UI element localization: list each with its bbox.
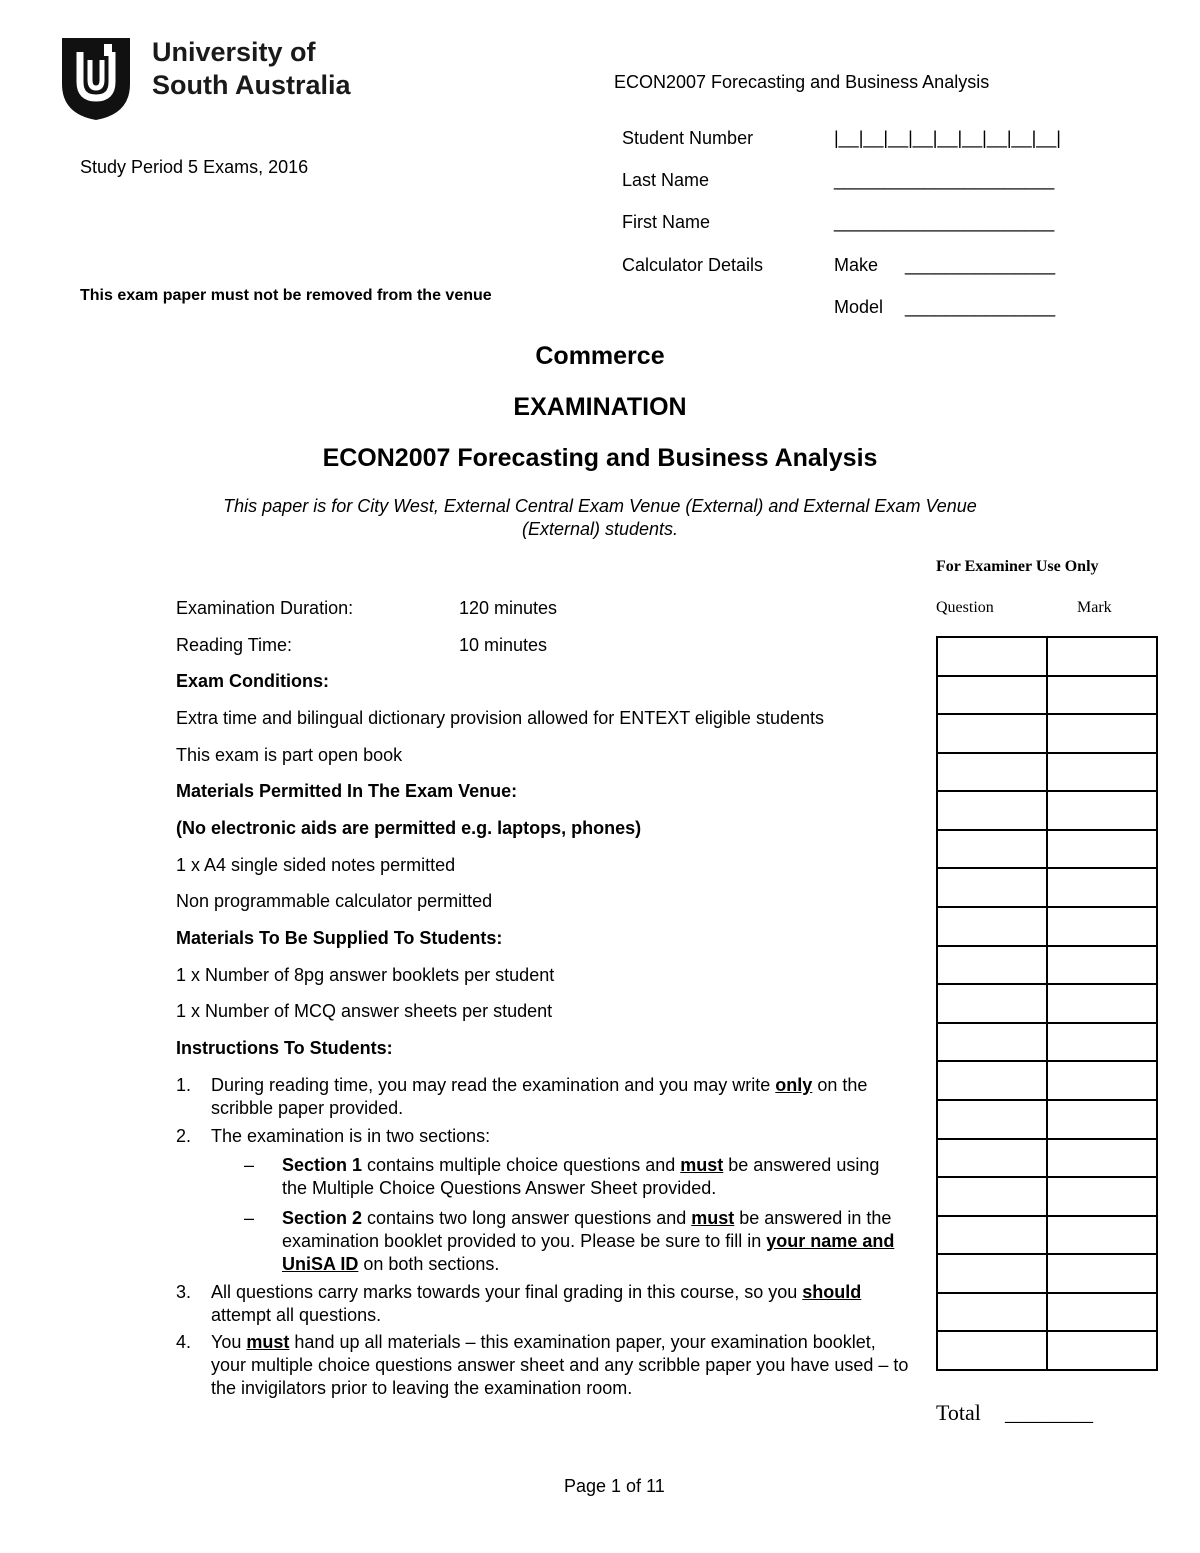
question-cell[interactable] [937, 1061, 1047, 1100]
exam-type-title: EXAMINATION [513, 393, 687, 421]
mark-cell[interactable] [1047, 1061, 1157, 1100]
mark-cell[interactable] [1047, 1100, 1157, 1139]
examiner-row [937, 830, 1157, 869]
total-label: Total [936, 1400, 981, 1425]
section-2-text-end: on both sections. [358, 1254, 500, 1274]
examiner-mark-table [936, 636, 1158, 1371]
instruction-number-3: 3. [176, 1282, 192, 1302]
permitted-2: Non programmable calculator permitted [176, 891, 493, 911]
university-name-line1: University of [152, 37, 316, 67]
examiner-row [937, 1254, 1157, 1293]
instruction-4 [211, 1331, 911, 1400]
mark-cell[interactable] [1047, 1254, 1157, 1293]
mark-cell[interactable] [1047, 676, 1157, 715]
section-1-dash: – [244, 1155, 255, 1175]
last-name-field[interactable]: ______________________ [834, 170, 1055, 190]
question-column-header: Question [936, 599, 994, 616]
section-2-dash: – [244, 1208, 255, 1228]
instruction-number-1: 1. [176, 1075, 192, 1095]
examiner-row [937, 1216, 1157, 1255]
examiner-row [937, 1139, 1157, 1178]
examiner-row [937, 1293, 1157, 1332]
question-cell[interactable] [937, 830, 1047, 869]
mark-cell[interactable] [1047, 637, 1157, 676]
mark-cell[interactable] [1047, 1216, 1157, 1255]
examiner-row [937, 714, 1157, 753]
instruction-4-text-end: hand up all materials – this examination paper, your examination booklet, your multiple choice questions answer sheet and any scribble paper you have used – to the invigilators prior to leaving the examination room. [211, 1332, 909, 1398]
section-1-emphasis: must [680, 1155, 724, 1175]
course-title: ECON2007 Forecasting and Business Analysis [322, 444, 878, 472]
student-number-field[interactable]: |__|__|__|__|__|__|__|__|__| [834, 128, 1061, 148]
instruction-3-emphasis: should [802, 1282, 862, 1302]
section-2-text: contains two long answer questions and [362, 1208, 692, 1228]
examiner-row [937, 984, 1157, 1023]
mark-cell[interactable] [1047, 1023, 1157, 1062]
reading-time-value: 10 minutes [459, 635, 548, 655]
question-cell[interactable] [937, 868, 1047, 907]
mark-cell[interactable] [1047, 907, 1157, 946]
instruction-number-2: 2. [176, 1126, 192, 1146]
instruction-1-emphasis: only [775, 1075, 813, 1095]
mark-cell[interactable] [1047, 1293, 1157, 1332]
section-1-label: Section 1 [282, 1155, 363, 1175]
question-cell[interactable] [937, 753, 1047, 792]
supplied-2: 1 x Number of MCQ answer sheets per student [176, 1001, 553, 1021]
section-1-text-end: be answered using the Multiple Choice Questions Answer Sheet provided. [282, 1155, 880, 1198]
question-cell[interactable] [937, 791, 1047, 830]
calculator-make-field[interactable]: _______________ [905, 255, 1056, 275]
calculator-details-label: Calculator Details [622, 255, 764, 275]
section-2-instruction [282, 1207, 902, 1276]
examiner-row [937, 1331, 1157, 1370]
instruction-3 [211, 1281, 911, 1327]
section-1-instruction [282, 1154, 902, 1200]
examiner-row [937, 1023, 1157, 1062]
examiner-row [937, 946, 1157, 985]
mark-cell[interactable] [1047, 753, 1157, 792]
mark-cell[interactable] [1047, 791, 1157, 830]
instruction-2: The examination is in two sections: [211, 1126, 491, 1146]
examiner-row [937, 1177, 1157, 1216]
question-cell[interactable] [937, 1331, 1047, 1370]
instruction-3-text-end: attempt all questions. [211, 1305, 382, 1325]
audience-line-2: (External) students. [521, 519, 679, 539]
section-1-text: contains multiple choice questions and [362, 1155, 681, 1175]
course-header: ECON2007 Forecasting and Business Analysis [614, 72, 990, 92]
examiner-row [937, 753, 1157, 792]
instruction-4-emphasis: must [246, 1332, 290, 1352]
duration-value: 120 minutes [459, 598, 558, 618]
examiner-row [937, 907, 1157, 946]
question-cell[interactable] [937, 907, 1047, 946]
question-cell[interactable] [937, 1139, 1047, 1178]
instruction-1-text-end: on the scribble paper provided. [211, 1075, 868, 1118]
instruction-4-text: You [211, 1332, 247, 1352]
mark-cell[interactable] [1047, 984, 1157, 1023]
question-cell[interactable] [937, 1023, 1047, 1062]
section-2-text-mid: be answered in the examination booklet provided to you. Please be sure to fill in [282, 1208, 892, 1251]
section-2-name-id-emphasis: your name and UniSA ID [282, 1231, 895, 1274]
university-shield-logo [60, 34, 132, 122]
section-2-emphasis: must [691, 1208, 735, 1228]
mark-cell[interactable] [1047, 1139, 1157, 1178]
mark-cell[interactable] [1047, 868, 1157, 907]
page-number: Page 1 of 11 [564, 1476, 665, 1496]
condition-1: Extra time and bilingual dictionary provision allowed for ENTEXT eligible students [176, 708, 824, 728]
supplied-1: 1 x Number of 8pg answer booklets per student [176, 965, 555, 985]
mark-cell[interactable] [1047, 830, 1157, 869]
instruction-1 [211, 1074, 911, 1120]
examiner-heading: For Examiner Use Only [936, 558, 1099, 575]
permitted-1: 1 x A4 single sided notes permitted [176, 855, 456, 875]
mark-cell[interactable] [1047, 1331, 1157, 1370]
question-cell[interactable] [937, 637, 1047, 676]
reading-time-label: Reading Time: [176, 635, 293, 655]
question-cell[interactable] [937, 1216, 1047, 1255]
question-cell[interactable] [937, 1293, 1047, 1332]
university-name [152, 36, 351, 102]
mark-column-header: Mark [1077, 599, 1112, 616]
calculator-model-label: Model [834, 297, 884, 317]
calculator-make-label: Make [834, 255, 879, 275]
last-name-label: Last Name [622, 170, 710, 190]
question-cell[interactable] [937, 946, 1047, 985]
instructions-heading: Instructions To Students: [176, 1038, 393, 1058]
mark-cell[interactable] [1047, 1177, 1157, 1216]
instruction-number-4: 4. [176, 1332, 192, 1352]
examiner-row [937, 791, 1157, 830]
instruction-3-text: All questions carry marks towards your final grading in this course, so you [211, 1282, 803, 1302]
student-number-label: Student Number [622, 128, 754, 148]
total-field[interactable]: ________ [1005, 1400, 1093, 1425]
first-name-field[interactable]: ______________________ [834, 212, 1055, 232]
supplied-heading: Materials To Be Supplied To Students: [176, 928, 503, 948]
question-cell[interactable] [937, 714, 1047, 753]
examiner-row [937, 676, 1157, 715]
condition-2: This exam is part open book [176, 745, 403, 765]
examiner-row [937, 1100, 1157, 1139]
first-name-label: First Name [622, 212, 711, 232]
mark-cell[interactable] [1047, 714, 1157, 753]
question-cell[interactable] [937, 1177, 1047, 1216]
examiner-row [937, 868, 1157, 907]
question-cell[interactable] [937, 1100, 1047, 1139]
examiner-row [937, 1061, 1157, 1100]
audience-line-1: This paper is for City West, External Central Exam Venue (External) and External Exam Venue [223, 496, 977, 516]
study-period: Study Period 5 Exams, 2016 [80, 157, 309, 177]
section-2-label: Section 2 [282, 1208, 363, 1228]
faculty-title: Commerce [535, 342, 665, 370]
examiner-row [937, 637, 1157, 676]
mark-cell[interactable] [1047, 946, 1157, 985]
question-cell[interactable] [937, 676, 1047, 715]
question-cell[interactable] [937, 984, 1047, 1023]
venue-notice: This exam paper must not be removed from the venue [80, 287, 492, 304]
conditions-heading: Exam Conditions: [176, 671, 330, 691]
calculator-model-field[interactable]: _______________ [905, 297, 1056, 317]
question-cell[interactable] [937, 1254, 1047, 1293]
permitted-note: (No electronic aids are permitted e.g. laptops, phones) [176, 818, 642, 838]
university-name-line2: South Australia [152, 70, 351, 100]
duration-label: Examination Duration: [176, 598, 354, 618]
instruction-1-text: During reading time, you may read the examination and you may write [211, 1075, 776, 1095]
permitted-heading: Materials Permitted In The Exam Venue: [176, 781, 518, 801]
